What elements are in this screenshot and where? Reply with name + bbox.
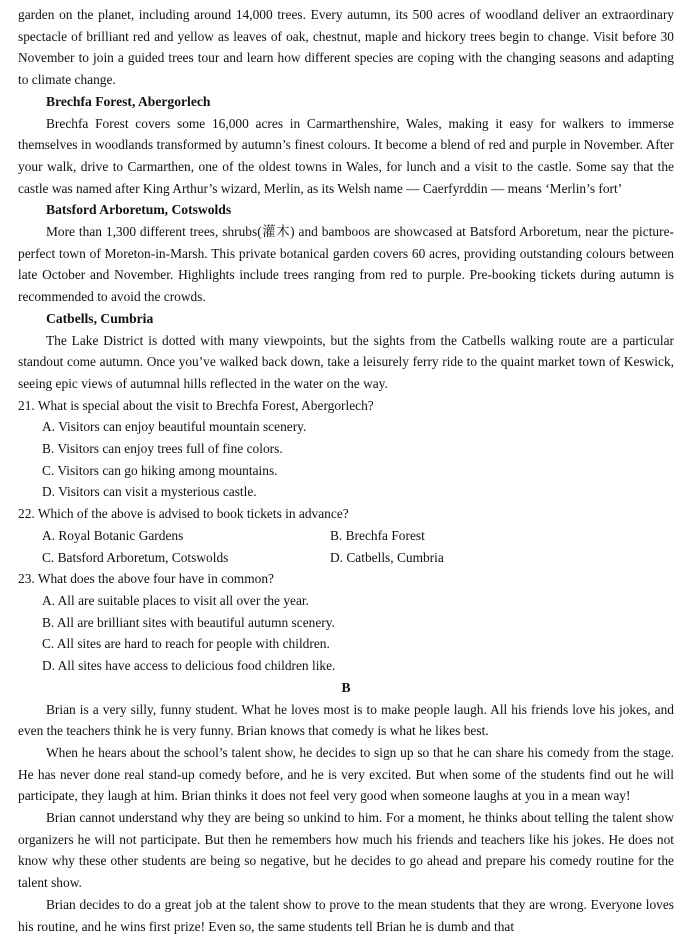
question-22 [18,503,674,568]
answer-option-row [42,525,674,547]
question-23 [18,568,674,677]
answer-option: D. Catbells, Cumbria [330,549,444,565]
question-stem: 22. Which of the above is advised to book tickets in advance? [18,506,349,522]
passage-paragraph: Brian is a very silly, funny student. What he loves most is to make people laugh. All his friends love his jokes, and even the teachers think he is very funny. Brian knows that comedy is what he likes best. [18,701,674,739]
question-stem: 21. What is special about the visit to Brechfa Forest, Abergorlech? [18,397,374,413]
passage-paragraph: Brechfa Forest covers some 16,000 acres in Carmarthenshire, Wales, making it easy for walkers to immerse themselves in woodlands transformed by autumn’s finest colours. It become a blend of red and purple in November. After your walk, drive to Carmarthen, one of the oldest towns in Wales, for lunch and a visit to the castle. Some say that the castle was named after King Arthur’s wizard, Merlin, as its Welsh name — Caerfyrddin — means ‘Merlin’s fort’ [18,115,674,196]
answer-option: D. All sites have access to delicious food children like. [42,658,336,674]
answer-option: A. Visitors can enjoy beautiful mountain scenery. [42,419,307,435]
passage-paragraph: The Lake District is dotted with many viewpoints, but the sights from the Catbells walking route are a particular standout come autumn. Once you’ve walked back down, take a leisurely ferry ride to the quaint market town of Keswick, seeing epic views of autumnal hills reflected in the water on the way. [18,332,674,391]
question-stem: 23. What does the above four have in common? [18,571,274,587]
answer-option: C. All sites are hard to reach for people with children. [42,636,330,652]
section-heading: Catbells, Cumbria [46,310,154,326]
answer-option: C. Batsford Arboretum, Cotswolds [42,549,229,565]
answer-option: B. All are brilliant sites with beautiful autumn scenery. [42,614,335,630]
passage-paragraph: garden on the planet, including around 14,000 trees. Every autumn, its 500 acres of woodland deliver an extraordinary spectacle of brilliant red and yellow as leaves of oak, chestnut, maple and hickory trees begin to change. Visit before 30 November to join a guided trees tour and learn how different species are coping with the changing seasons and adapting to climate change. [18,7,674,88]
passage-paragraph: When he hears about the school’s talent show, he decides to sign up so that he can share his comedy from the stage. He has never done real stand-up comedy before, and he is very excited. But when some of the students find out he will participate, they laugh at him. Brian thinks it does not feel very good when someone laughs at you in a mean way! [18,744,674,804]
passage-paragraph: Brian decides to do a great job at the talent show to prove to the mean students that they are wrong. Everyone loves his routine, and he wins first prize! Even so, the same students tell Brian he is dumb and that [18,896,674,934]
answer-option: B. Brechfa Forest [330,527,425,543]
answer-option: C. Visitors can go hiking among mountains. [42,462,278,478]
section-heading: Batsford Arboretum, Cotswolds [46,202,232,218]
answer-option: A. All are suitable places to visit all over the year. [42,592,309,608]
section-label: B [341,679,351,695]
answer-option-row [42,547,674,569]
answer-option: D. Visitors can visit a mysterious castle. [42,484,257,500]
answer-option: B. Visitors can enjoy trees full of fine colors. [42,441,283,457]
passage-paragraph: Brian cannot understand why they are being so unkind to him. For a moment, he thinks about telling the talent show organizers he will not participate. But then he remembers how much his friends and teachers like his jokes. He does not know why these other students are being so negative, but he decides to go ahead and prepare his comedy routine for the talent show. [18,810,674,891]
answer-option: A. Royal Botanic Gardens [42,527,184,543]
section-heading: Brechfa Forest, Abergorlech [46,93,211,109]
passage-paragraph: More than 1,300 different trees, shrubs(灌木) and bamboos are showcased at Batsford Arboretum, near the picture-perfect town of Moreton-in-Marsh. This private botanical garden covers 60 acres, providing outstanding colours between late October and November. Highlights include trees ranging from red to purple. Pre-booking tickets during autumn is recommended to avoid the crowds. [18,224,674,305]
question-21 [18,395,674,504]
